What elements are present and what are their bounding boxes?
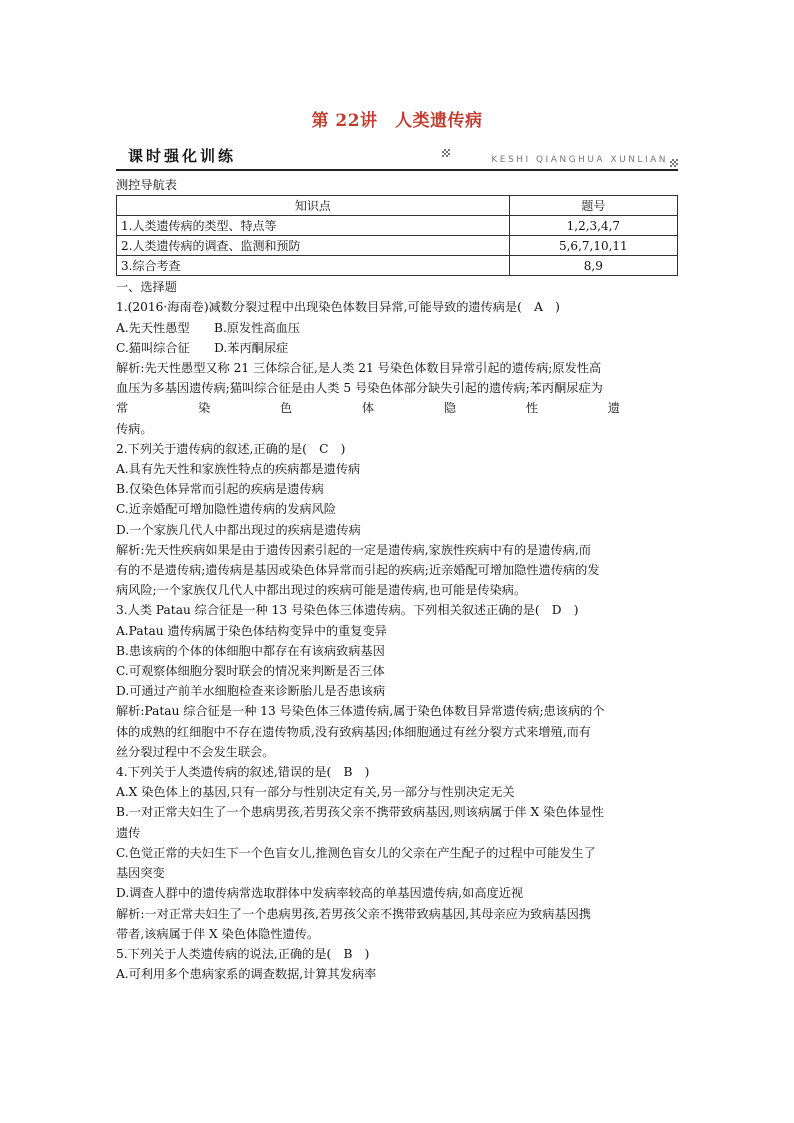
question-option: C.近亲婚配可增加隐性遗传病的发病风险 (116, 502, 336, 517)
question-stem: 4.下列关于人类遗传病的叙述,错误的是( B ) (116, 765, 370, 780)
table-cell: 3.综合考查 (117, 256, 510, 276)
question-option: A.Patau 遗传病属于染色体结构变异中的重复变异 (116, 623, 387, 638)
analysis-line: 常染色体隐性遗 (116, 401, 678, 416)
analysis-line: 丝分裂过程中不会发生联会。 (116, 744, 275, 759)
question-option: A.先天性愚型 B.原发性高血压 (116, 320, 300, 335)
analysis-line: 解析:先天性疾病如果是由于遗传因素引起的一定是遗传病,家族性疾病中有的是遗传病,而 (116, 542, 591, 557)
table-cell: 2.人类遗传病的调查、监测和预防 (117, 236, 510, 256)
nav-table-title: 测控导航表 (116, 178, 177, 192)
table-cell: 1,2,3,4,7 (509, 216, 677, 236)
table-row (117, 236, 678, 256)
banner-pinyin: KESHI QIANGHUA XUNLIAN (491, 155, 668, 165)
section-heading: 一、选择题 (116, 280, 177, 295)
question-option: 遗传 (116, 825, 141, 840)
question-option: C.色觉正常的夫妇生下一个色盲女儿,推测色盲女儿的父亲在产生配子的过程中可能发生了 (116, 845, 596, 860)
question-option: A.X 染色体上的基因,只有一部分与性别决定有关,另一部分与性别决定无关 (116, 785, 515, 800)
question-stem: 3.人类 Patau 综合征是一种 13 号染色体三体遗传病。下列相关叙述正确的是( D ) (116, 603, 579, 618)
nav-table (116, 195, 678, 276)
section-banner (116, 145, 678, 171)
page (116, 100, 678, 984)
table-row (117, 216, 678, 236)
question-option: D.调查人群中的遗传病常选取群体中发病率较高的单基因遗传病,如高度近视 (116, 886, 524, 901)
question-option: 基因突变 (116, 866, 165, 881)
question-option: B.患该病的个体的体细胞中都存在有该病致病基因 (116, 643, 385, 658)
table-cell: 8,9 (509, 256, 677, 276)
question-stem: 5.下列关于人类遗传病的说法,正确的是( B ) (116, 946, 370, 961)
question-option: D.一个家族几代人中都出现过的疾病是遗传病 (116, 522, 361, 537)
question-option: C.猫叫综合征 D.苯丙酮尿症 (116, 340, 289, 355)
page-title: 第 22讲 人类遗传病 (311, 111, 483, 131)
analysis-line: 病风险;一个家族仅几代人中都出现过的疾病可能是遗传病,也可能是传染病。 (116, 583, 527, 598)
header-knowledge: 知识点 (117, 196, 510, 216)
question-option: C.可观察体细胞分裂时联会的情况来判断是否三体 (116, 664, 385, 679)
analysis-line: 血压为多基因遗传病;猫叫综合征是由人类 5 号染色体部分缺失引起的遗传病;苯丙酮尿症为 (116, 381, 603, 396)
question-stem: 1.(2016·海南卷)减数分裂过程中出现染色体数目异常,可能导致的遗传病是( A ) (116, 300, 560, 315)
banner-title: 课时强化训练 (128, 147, 237, 165)
question-option: D.可通过产前羊水细胞检查来诊断胎儿是否患该病 (116, 684, 386, 699)
analysis-line: 解析:Patau 综合征是一种 13 号染色体三体遗传病,属于染色体数目异常遗传病;患该病的个 (116, 704, 605, 719)
analysis-line: 带者,该病属于伴 X 染色体隐性遗传。 (116, 926, 320, 941)
analysis-line: 体的成熟的红细胞中不存在遗传物质,没有致病基因;体细胞通过有丝分裂方式来增殖,而有 (116, 724, 591, 739)
checker-icon (442, 149, 450, 157)
question-stem: 2.下列关于遗传病的叙述,正确的是( C ) (116, 441, 346, 456)
table-header-row (117, 196, 678, 216)
header-numbers: 题号 (509, 196, 677, 216)
analysis-line: 解析:一对正常夫妇生了一个患病男孩,若男孩父亲不携带致病基因,其母亲应为致病基因携 (116, 906, 591, 921)
question-option: A.可利用多个患病家系的调查数据,计算其发病率 (116, 967, 377, 982)
question-option: A.具有先天性和家族性特点的疾病都是遗传病 (116, 462, 361, 477)
table-row (117, 256, 678, 276)
checker-icon (670, 159, 678, 167)
question-option: B.一对正常夫妇生了一个患病男孩,若男孩父亲不携带致病基因,则该病属于伴 X 染色体显性 (116, 805, 604, 820)
table-cell: 1.人类遗传病的类型、特点等 (117, 216, 510, 236)
analysis-line: 有的不是遗传病;遗传病是基因或染色体异常而引起的疾病;近亲婚配可增加隐性遗传病的发 (116, 563, 600, 578)
analysis-line: 解析:先天性愚型又称 21 三体综合征,是人类 21 号染色体数目异常引起的遗传病;原发性高 (116, 361, 602, 376)
analysis-line: 传病。 (116, 421, 153, 436)
table-cell: 5,6,7,10,11 (509, 236, 677, 256)
question-option: B.仅染色体异常而引起的疾病是遗传病 (116, 482, 324, 497)
